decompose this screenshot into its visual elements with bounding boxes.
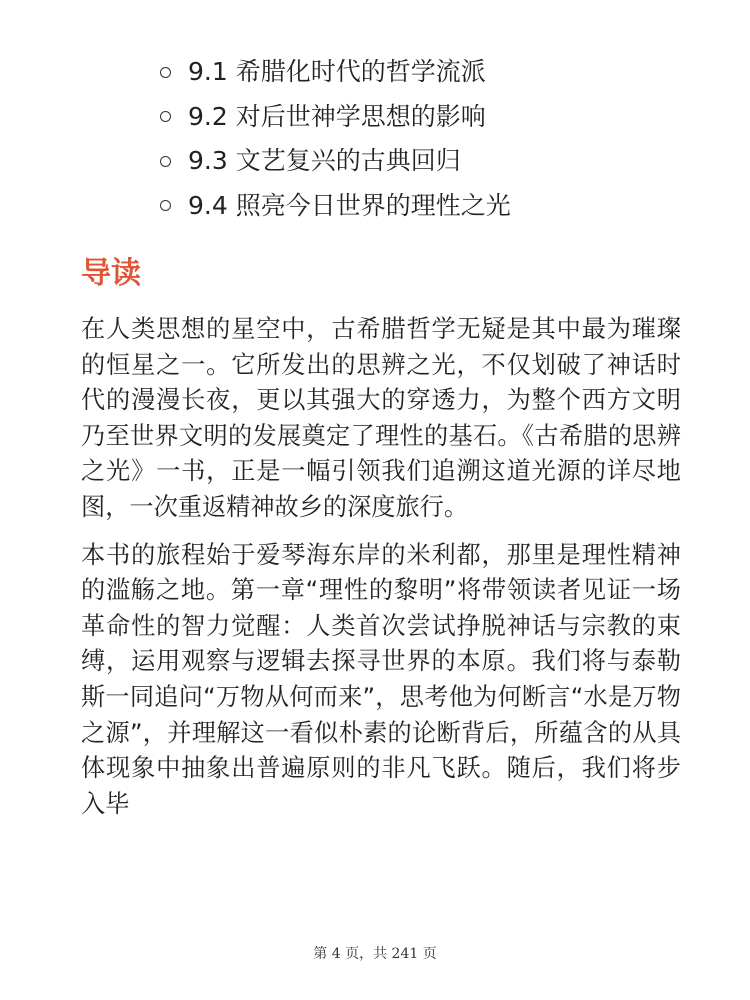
section-heading: 导读 <box>81 256 141 291</box>
toc-item-9-4[interactable] <box>160 184 720 229</box>
toc-item-label: 9.3 文艺复兴的古典回归 <box>188 146 461 175</box>
hollow-circle-bullet-icon <box>160 111 171 122</box>
toc-item-9-3[interactable] <box>160 139 720 184</box>
toc-item-label: 9.4 照亮今日世界的理性之光 <box>188 190 511 220</box>
page-number-label: 第 4 页，共 241 页 <box>313 946 437 962</box>
hollow-circle-bullet-icon <box>160 67 171 78</box>
paragraph: 本书的旅程始于爱琴海东岸的米利都，那里是理性精神的滥觞之地。第一章“理性的黎明”将带领读者见证一场革命性的智力觉醒：人类首次尝试挣脱神话与宗教的束缚，运用观察与逻辑去探寻世界的本原。我们将与泰勒斯一同追问“万物从何而来”，思考他为何断言“水是万物之源”，并理解这一看似朴素的论断背后，所蕴含的从具体现象中抽象出普遍原则的非凡飞跃。随后，我们将步入毕 <box>81 540 681 818</box>
paragraph: 在人类思想的星空中，古希腊哲学无疑是其中最为璀璨的恒星之一。它所发出的思辨之光，不仅划破了神话时代的漫漫长夜，更以其强大的穿透力，为整个西方文明乃至世界文明的发展奠定了理性的基石。《古希腊的思辨之光》一书，正是一幅引领我们追溯这道光源的详尽地图，一次重返精神故乡的深度旅行。 <box>81 315 681 521</box>
toc-item-9-2[interactable] <box>160 95 720 140</box>
toc-item-label: 9.1 希腊化时代的哲学流派 <box>188 57 486 86</box>
page-footer <box>0 944 750 964</box>
toc-item-9-1[interactable] <box>160 50 720 95</box>
section-body <box>81 312 681 834</box>
hollow-circle-bullet-icon <box>160 156 171 167</box>
table-of-contents <box>160 50 720 228</box>
toc-item-label: 9.2 对后世神学思想的影响 <box>188 101 486 131</box>
hollow-circle-bullet-icon <box>160 200 171 211</box>
